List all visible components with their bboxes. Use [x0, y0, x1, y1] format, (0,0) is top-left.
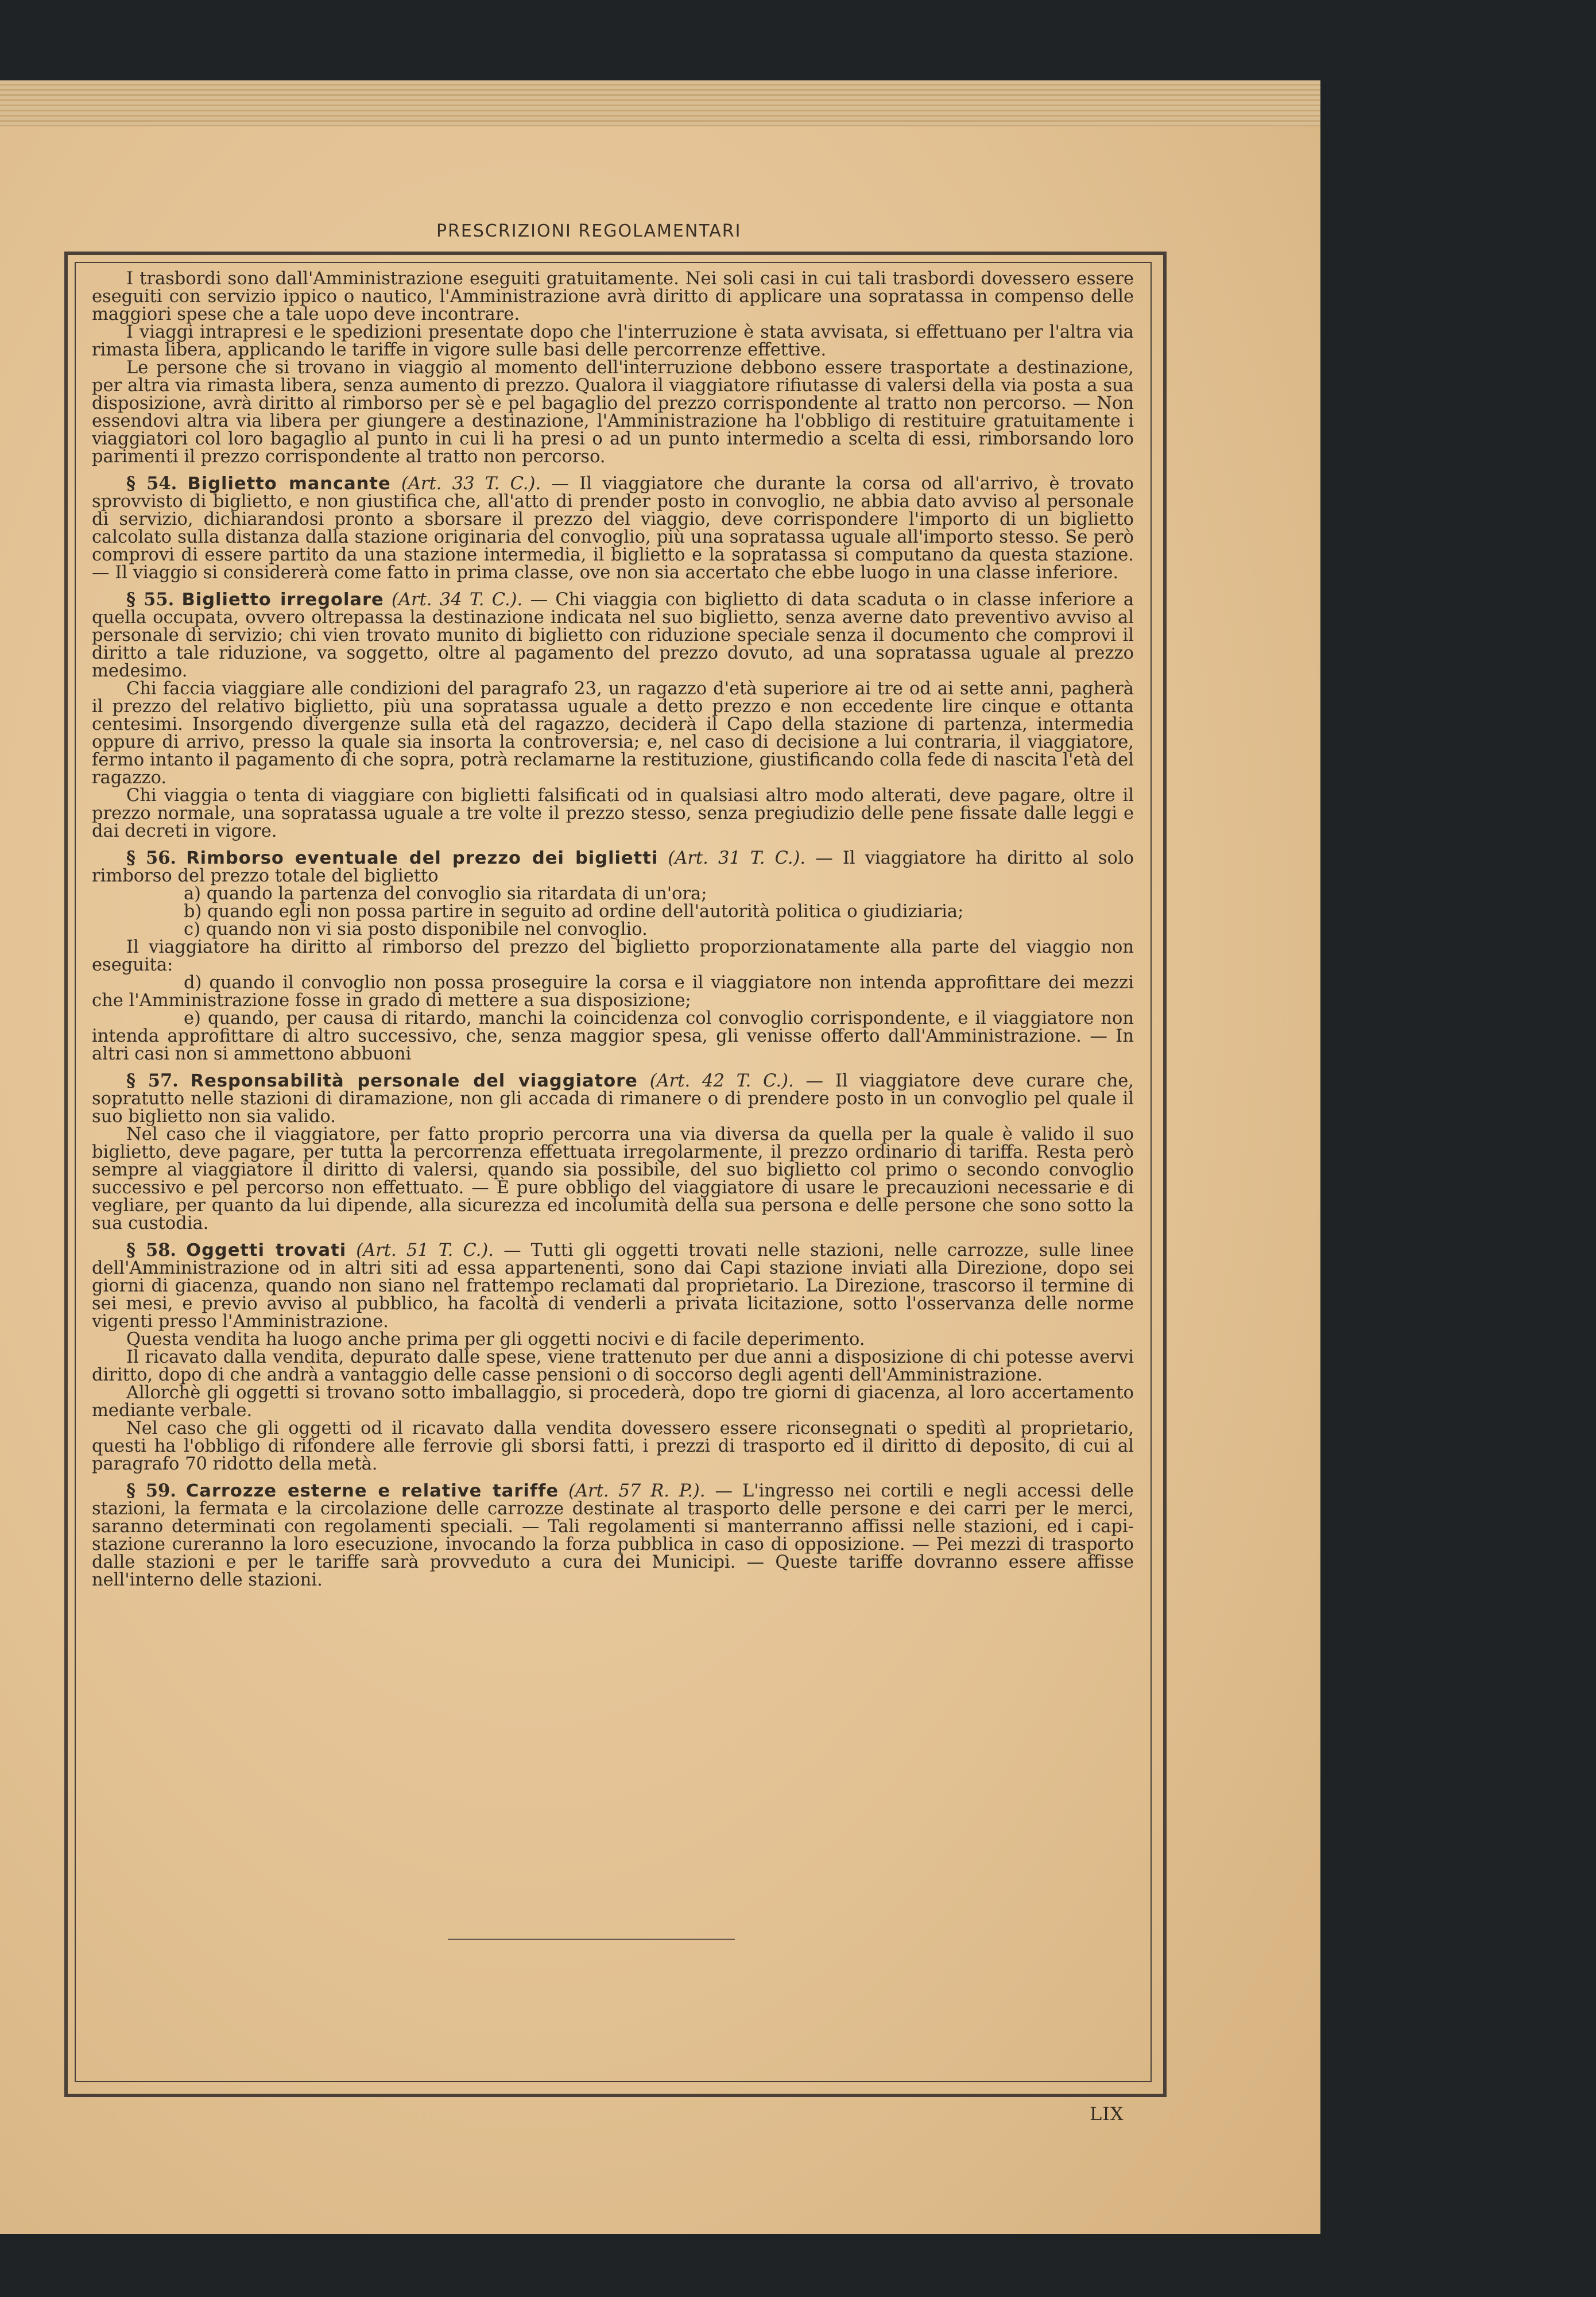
section-paragraph [92, 475, 1134, 582]
running-header: PRESCRIZIONI REGOLAMENTARI [436, 221, 742, 241]
section-number: § 54. [126, 473, 177, 494]
section-text: — Tutti gli oggetti trovati nelle stazioni, nelle carrozze, sulle linee dell'Amministrazione od in altri siti ad essa appartenenti, sono dai Capi stazione inviati alla Direzione, dopo sei giorni di giacenza, quando non siano nel frattempo reclamati dal proprietario. La Direzione, trascorso il termine di sei mesi, e previo avviso al pubblico, ha facoltà di venderli a privata licitazione, sotto l'osservanza delle norme vigenti presso l'Amministrazione. [92, 1240, 1134, 1332]
page-edges [0, 80, 1320, 126]
list-item: a) quando la partenza del convoglio sia ritardata di un'ora; [184, 884, 707, 904]
list-item: d) quando il convoglio non possa proseguire la corsa e il viaggiatore non intenda approfittare dei mezzi che l'Amministrazione fosse in grado di mettere a sua disposizione; [92, 973, 1134, 1011]
section-title: Biglietto mancante [187, 474, 391, 494]
paragraph: Allorchè gli oggetti si trovano sotto imballaggio, si procederà, dopo tre giorni di giacenza, al loro accertamento mediante verbale. [92, 1383, 1134, 1421]
section-title: Rimborso eventuale del prezzo dei biglietti [186, 848, 658, 868]
section-reference: (Art. 31 T. C.). [668, 848, 806, 868]
section-paragraph [92, 591, 1134, 680]
section-number: § 55. [126, 589, 175, 610]
section-title: Responsabilità personale del viaggiatore [190, 1071, 638, 1091]
section-reference: (Art. 33 T. C.). [401, 474, 541, 494]
section-paragraph [92, 1072, 1134, 1126]
body-text [92, 270, 1134, 1589]
section-title: Oggetti trovati [186, 1240, 347, 1260]
paragraph: I trasbordi sono dall'Amministrazione eseguiti gratuitamente. Nei soli casi in cui tali trasbordi dovessero essere eseguiti con servizio ippico o nautico, l'Amministrazione avrà diritto di applicare una sopratassa in compenso delle maggiori spese che a tale uopo deve incontrare. [92, 269, 1134, 324]
section-title: Carrozze esterne e relative tariffe [185, 1481, 559, 1501]
section-reference: (Art. 57 R. P.). [568, 1481, 706, 1501]
end-rule [448, 1939, 735, 1940]
section-number: § 58. [126, 1240, 177, 1260]
section-text: — Il viaggiatore che durante la corsa od all'arrivo, è trovato sprovvisto di biglietto, e non giustifica che, all'atto di prender posto in convoglio, ne abbia dato avviso al personale di servizio, dichiarandosi pronto a sborsare il prezzo del viaggio, deve corrispondere l'importo di un biglietto calcolato sulla distanza dalla stazione originaria del convoglio, più una sopratassa uguale all'importo stesso. Se però comprovi di essere partito da una stazione intermedia, il biglietto e la sopratassa si computano da questa stazione. — Il viaggio si considererà come fatto in prima classe, ove non sia accertato che ebbe luogo in una classe inferiore. [92, 474, 1134, 583]
list-item: e) quando, per causa di ritardo, manchi la coincidenza col convoglio corrispondente, e il viaggiatore non intenda approfittare di altro successivo, che, senza maggior spesa, gli venisse offerto dall'Amministrazione. — In altri casi non si ammettono abbuoni [92, 1008, 1134, 1064]
section-number: § 56. [126, 848, 177, 868]
paragraph: I viaggi intrapresi e le spedizioni presentate dopo che l'interruzione è stata avvisata, si effettuano per l'altra via rimasta libera, applicando le tariffe in vigore sulle basi delle percorrenze effettive. [92, 322, 1134, 360]
section-reference: (Art. 51 T. C.). [356, 1240, 494, 1260]
section-reference: (Art. 42 T. C.). [649, 1071, 794, 1091]
page-number: LIX [1090, 2103, 1124, 2125]
paragraph: Il viaggiatore ha diritto al rimborso del prezzo del biglietto proporzionatamente alla parte del viaggio non eseguita: [92, 937, 1134, 975]
paragraph: Chi faccia viaggiare alle condizioni del paragrafo 23, un ragazzo d'età superiore ai tre od ai sette anni, pagherà il prezzo del relativo biglietto, più una sopratassa uguale a detto prezzo e non eccedente lire cinque e ottanta centesimi. Insorgendo divergenze sulla età del ragazzo, deciderà il Capo della stazione di partenza, intermedia oppure di arrivo, presso la quale sia insorta la controversia; e, nel caso di decisione a lui contraria, il viaggiatore, fermo intanto il pagamento di che sopra, potrà reclamarne la restituzione, giustificando colla fede di nascita l'età del ragazzo. [92, 679, 1134, 788]
section-text: — Il viaggiatore deve curare che, sopratutto nelle stazioni di diramazione, non gli accada di rimanere o di prendere posto in un convoglio pel quale il suo biglietto non sia valido. [92, 1071, 1134, 1127]
section-title: Biglietto irregolare [181, 590, 384, 610]
list-item: c) quando non vi sia posto disponibile nel convoglio. [184, 919, 648, 939]
paragraph: Nel caso che il viaggiatore, per fatto proprio percorra una via diversa da quella per la quale è valido il suo biglietto, deve pagare, per tutta la percorrenza effettuata irregolarmente, il prezzo ordinario di tariffa. Resta però sempre al viaggiatore il diritto di valersi, quando sia possibile, del suo biglietto col primo o secondo convoglio successivo e pel percorso non effettuato. — È pure obbligo del viaggiatore di usare le precauzioni necessarie e di vegliare, per quanto da lui dipende, alla sicurezza ed incolumità della sua persona e delle persone che sono sotto la sua custodia. [92, 1124, 1134, 1233]
paragraph: Nel caso che gli oggetti od il ricavato dalla vendita dovessero essere riconsegnati o speditì al proprietario, questi ha l'obbligo di rifondere alle ferrovie gli sborsi fatti, i prezzi di trasporto ed il diritto di deposito, di cui al paragrafo 70 ridotto della metà. [92, 1418, 1134, 1474]
section-number: § 59. [126, 1480, 176, 1501]
section-paragraph [92, 849, 1134, 885]
section-text: — Chi viaggia con biglietto di data scaduta o in classe inferiore a quella occupata, ovvero oltrepassa la destinazione indicata nel suo biglietto, senza averne dato preventivo avviso al personale di servizio; chi vien trovato munito di biglietto con riduzione speciale senza il documento che comprovi il diritto a tale riduzione, va soggetto, oltre al pagamento del prezzo dovuto, ad una sopratassa uguale al prezzo medesimo. [92, 590, 1134, 681]
paragraph: Le persone che si trovano in viaggio al momento dell'interruzione debbono essere trasportate a destinazione, per altra via rimasta libera, senza aumento di prezzo. Qualora il viaggiatore rifiutasse di valersi della via posta a sua disposizione, avrà diritto al rimborso per sè e pel bagaglio del prezzo corrispondente al tratto non percorso. — Non essendovi altra via libera per giungere a destinazione, l'Amministrazione ha l'obbligo di restituire gratuitamente i viaggiatori col loro bagaglio al punto in cui li ha presi o ad un punto intermedio a scelta di essi, rimborsando loro parimenti il prezzo corrispondente al tratto non percorso. [92, 358, 1134, 467]
section-text: — L'ingresso nei cortili e negli accessi delle stazioni, la fermata e la circolazione delle carrozze destinate al trasporto delle persone e dei carri per le merci, saranno determinati con regolamenti speciali. — Tali regolamenti si manterranno affissi nelle stazioni, ed i capi-stazione cureranno la loro esecuzione, invocando la forza pubblica in caso di opposizione. — Pei mezzi di trasporto dalle stazioni e per le tariffe sarà provveduto a cura dei Municipi. — Queste tariffe dovranno essere affisse nell'interno delle stazioni. [92, 1481, 1134, 1590]
paragraph: Il ricavato dalla vendita, depurato dalle spese, viene trattenuto per due anni a disposizione di chi potesse avervi diritto, dopo di che andrà a vantaggio delle casse pensioni o di soccorso degli agenti dell'Amministrazione. [92, 1347, 1134, 1385]
section-number: § 57. [126, 1070, 179, 1091]
list-item: b) quando egli non possa partire in seguito ad ordine dell'autorità politica o giudiziaria; [184, 902, 964, 922]
section-reference: (Art. 34 T. C.). [392, 590, 523, 610]
section-paragraph [92, 1242, 1134, 1331]
section-text: — Il viaggiatore ha diritto al solo rimborso del prezzo totale del biglietto [92, 848, 1134, 886]
section-paragraph [92, 1482, 1134, 1589]
paragraph: Chi viaggia o tenta di viaggiare con biglietti falsificati od in qualsiasi altro modo alterati, deve pagare, oltre il prezzo normale, una sopratassa uguale a tre volte il prezzo stesso, senza pregiudizio delle pene fissate dalle leggi e dai decreti in vigore. [92, 786, 1134, 841]
paragraph: Questa vendita ha luogo anche prima per gli oggetti nocivi e di facile deperimento. [126, 1329, 865, 1349]
